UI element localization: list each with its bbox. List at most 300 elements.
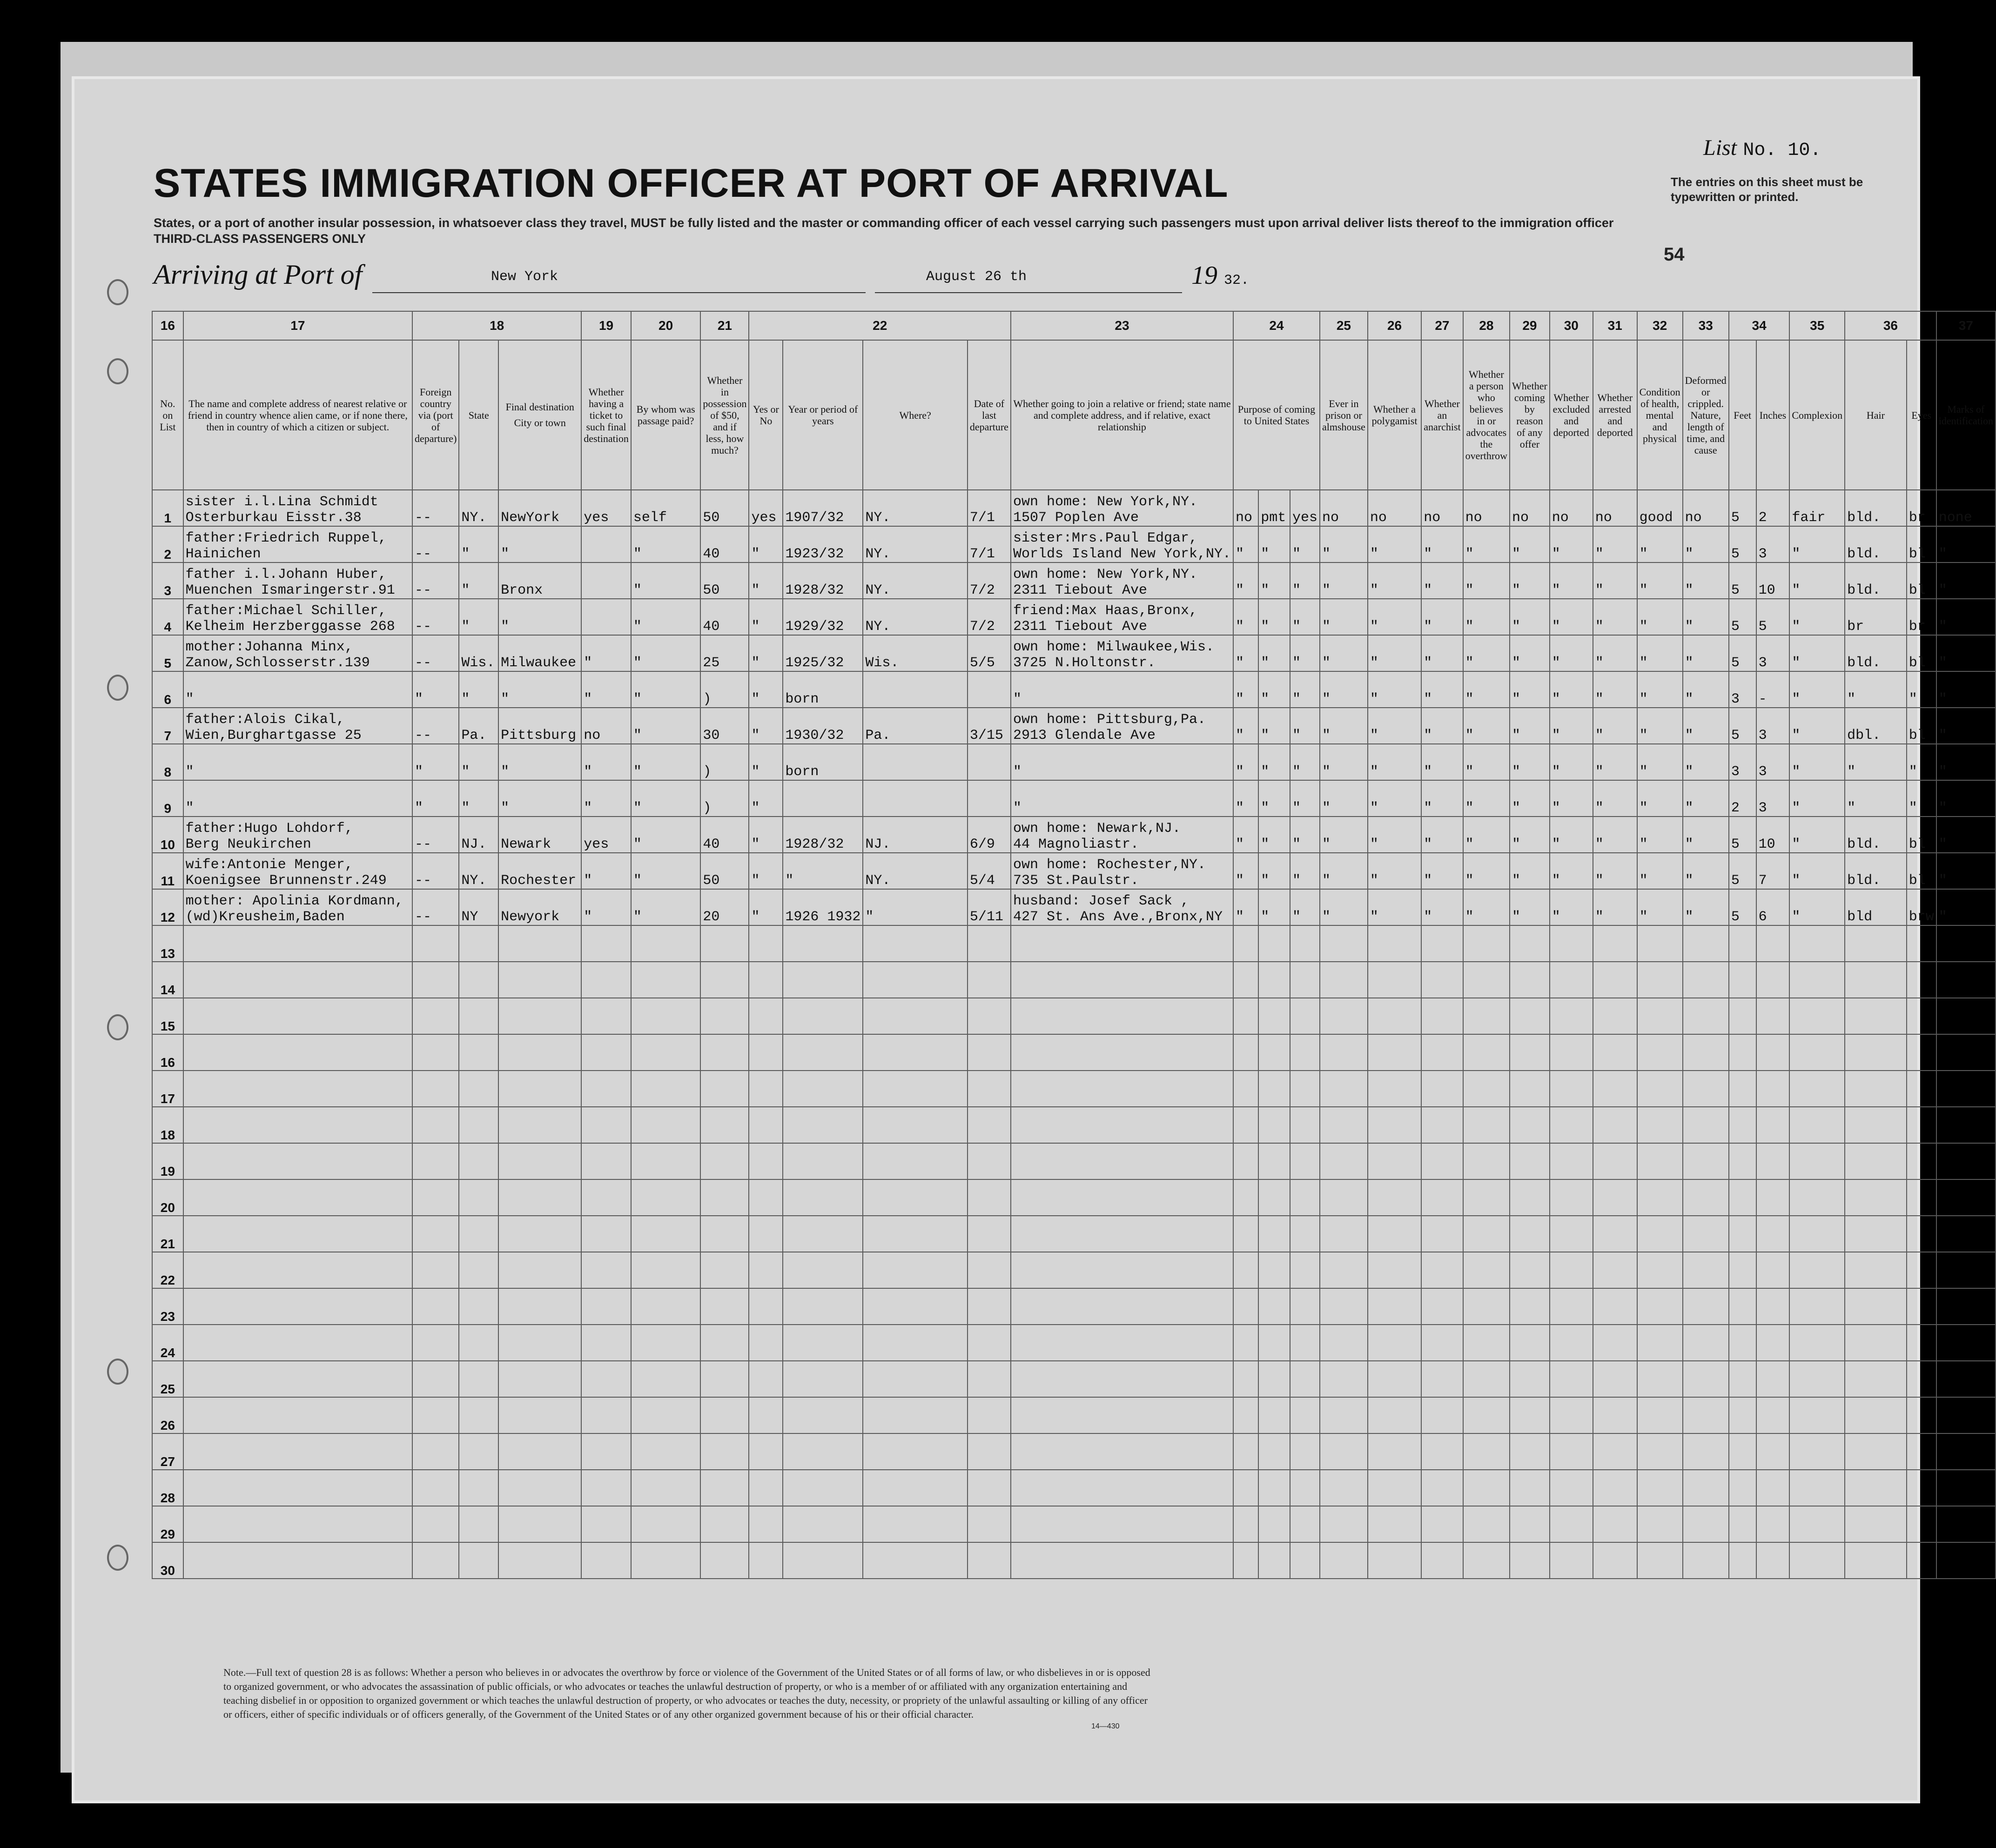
no-cell: 11	[152, 853, 183, 889]
empty-cell	[1729, 925, 1756, 962]
row-number: 29	[152, 1506, 183, 1542]
p1-cell: "	[1233, 526, 1258, 562]
empty-cell	[631, 925, 701, 962]
via-cell: --	[412, 853, 459, 889]
empty-cell	[1510, 1325, 1550, 1361]
empty-cell	[1683, 1107, 1729, 1143]
empty-cell	[1421, 1506, 1463, 1542]
empty-cell	[783, 1034, 863, 1071]
relative-cell: "	[183, 744, 412, 780]
empty-cell	[1510, 1470, 1550, 1506]
ticket-cell	[581, 599, 631, 635]
row-number: 24	[152, 1325, 183, 1361]
empty-cell	[459, 1325, 498, 1361]
yesno-cell: "	[749, 817, 783, 853]
empty-cell	[1683, 1470, 1729, 1506]
relative-cell: father:Alois Cikal, Wien,Burghartgasse 25	[183, 708, 412, 744]
manifest-table	[152, 311, 1996, 1579]
c31-cell: "	[1593, 671, 1637, 708]
yesno-cell: "	[749, 853, 783, 889]
deformed-cell: "	[1683, 708, 1729, 744]
empty-cell	[1789, 1542, 1845, 1579]
empty-cell	[1683, 925, 1729, 962]
empty-cell	[1290, 1433, 1320, 1470]
empty-cell	[1233, 1433, 1258, 1470]
empty-cell	[1593, 1325, 1637, 1361]
empty-cell	[968, 1107, 1011, 1143]
feet-cell: 5	[1729, 635, 1756, 671]
empty-cell	[1258, 1143, 1290, 1179]
no-cell: 9	[152, 780, 183, 817]
empty-cell	[1729, 1071, 1756, 1107]
empty-cell	[1258, 925, 1290, 962]
ticket-cell: "	[581, 744, 631, 780]
empty-cell	[1729, 1506, 1756, 1542]
empty-cell	[1550, 1179, 1593, 1216]
empty-cell	[1907, 1034, 1936, 1071]
feet-cell: 2	[1729, 780, 1756, 817]
empty-cell	[1907, 1361, 1936, 1397]
complexion-cell: "	[1789, 853, 1845, 889]
c31-cell: "	[1593, 817, 1637, 853]
empty-cell	[863, 1034, 968, 1071]
c27-cell: "	[1421, 780, 1463, 817]
empty-cell	[1421, 1361, 1463, 1397]
via-cell: --	[412, 635, 459, 671]
c30-cell: "	[1550, 671, 1593, 708]
empty-cell	[1233, 1288, 1258, 1325]
empty-cell	[863, 1143, 968, 1179]
city-cell: Newyork	[498, 889, 581, 925]
punch-hole	[107, 279, 128, 305]
empty-cell	[1290, 1143, 1320, 1179]
c31-cell: "	[1593, 526, 1637, 562]
empty-cell	[1011, 1143, 1233, 1179]
empty-cell	[749, 1034, 783, 1071]
empty-cell	[1011, 1325, 1233, 1361]
empty-cell	[1845, 1506, 1907, 1542]
empty-cell	[1683, 1034, 1729, 1071]
deformed-cell: "	[1683, 599, 1729, 635]
empty-cell	[631, 1034, 701, 1071]
c26-cell: "	[1368, 780, 1421, 817]
marks-cell: "	[1936, 635, 1996, 671]
empty-cell	[1683, 1216, 1729, 1252]
list-number: List No. 10.	[1703, 135, 1821, 161]
empty-cell	[498, 1034, 581, 1071]
empty-cell	[1550, 1034, 1593, 1071]
p3-cell: "	[1290, 526, 1320, 562]
empty-cell	[1320, 998, 1368, 1034]
empty-cell	[1233, 1361, 1258, 1397]
row-number: 25	[152, 1361, 183, 1397]
empty-cell	[1421, 1034, 1463, 1071]
empty-cell	[1233, 1216, 1258, 1252]
empty-cell	[1683, 1143, 1729, 1179]
c31-cell: "	[1593, 708, 1637, 744]
money-cell: 50	[700, 562, 749, 599]
empty-cell	[1936, 962, 1996, 998]
empty-cell	[1683, 1179, 1729, 1216]
empty-cell	[1233, 1252, 1258, 1288]
marks-cell: "	[1936, 780, 1996, 817]
p3-cell: "	[1290, 562, 1320, 599]
empty-cell	[1368, 1288, 1421, 1325]
empty-cell	[412, 1288, 459, 1325]
empty-cell	[749, 1433, 783, 1470]
marks-cell: "	[1936, 708, 1996, 744]
empty-cell	[1936, 1506, 1996, 1542]
via-cell: "	[412, 671, 459, 708]
blank-row	[152, 962, 1996, 998]
money-cell: 30	[700, 708, 749, 744]
empty-cell	[783, 925, 863, 962]
empty-cell	[183, 998, 412, 1034]
marks-cell: "	[1936, 599, 1996, 635]
via-cell: "	[412, 780, 459, 817]
state-cell: Wis.	[459, 635, 498, 671]
empty-cell	[581, 1179, 631, 1216]
p2-cell: pmt	[1258, 490, 1290, 526]
empty-cell	[968, 1216, 1011, 1252]
empty-cell	[1683, 962, 1729, 998]
c25-cell: "	[1320, 817, 1368, 853]
city-cell: Milwaukee	[498, 635, 581, 671]
feet-cell: 5	[1729, 708, 1756, 744]
empty-cell	[1290, 998, 1320, 1034]
empty-cell	[581, 962, 631, 998]
empty-cell	[1258, 1397, 1290, 1433]
punch-hole	[107, 675, 128, 701]
dep-cell	[968, 744, 1011, 780]
c31-cell: no	[1593, 490, 1637, 526]
empty-cell	[1011, 1433, 1233, 1470]
c31-cell: "	[1593, 599, 1637, 635]
p3-cell: "	[1290, 599, 1320, 635]
state-cell: "	[459, 780, 498, 817]
where-cell: NY.	[863, 562, 968, 599]
empty-cell	[581, 1506, 631, 1542]
empty-cell	[1368, 1179, 1421, 1216]
complexion-cell: "	[1789, 708, 1845, 744]
punch-hole	[107, 1545, 128, 1571]
empty-cell	[1368, 1143, 1421, 1179]
inches-cell: 3	[1756, 708, 1790, 744]
empty-cell	[412, 1470, 459, 1506]
c29-cell: "	[1510, 817, 1550, 853]
empty-cell	[1290, 1325, 1320, 1361]
empty-cell	[1320, 1179, 1368, 1216]
empty-cell	[1683, 1542, 1729, 1579]
empty-cell	[1729, 1107, 1756, 1143]
empty-cell	[1011, 998, 1233, 1034]
empty-cell	[1550, 998, 1593, 1034]
empty-cell	[459, 1361, 498, 1397]
money-cell: 25	[700, 635, 749, 671]
c25-cell: "	[1320, 635, 1368, 671]
empty-cell	[183, 1361, 412, 1397]
arrival-port: New York	[491, 269, 558, 285]
p3-cell: "	[1290, 780, 1320, 817]
empty-cell	[412, 1433, 459, 1470]
via-cell: --	[412, 526, 459, 562]
c28-cell: "	[1463, 526, 1510, 562]
empty-cell	[1683, 1252, 1729, 1288]
empty-cell	[412, 1325, 459, 1361]
empty-cell	[581, 1034, 631, 1071]
dep-cell: 5/4	[968, 853, 1011, 889]
complexion-cell: "	[1789, 526, 1845, 562]
p1-cell: "	[1233, 853, 1258, 889]
deformed-cell: no	[1683, 490, 1729, 526]
empty-cell	[1789, 1325, 1845, 1361]
empty-cell	[783, 1470, 863, 1506]
empty-cell	[1907, 1288, 1936, 1325]
no-cell: 5	[152, 635, 183, 671]
inches-cell: 6	[1756, 889, 1790, 925]
p3-cell: "	[1290, 889, 1320, 925]
empty-cell	[1683, 1506, 1729, 1542]
p2-cell: "	[1258, 526, 1290, 562]
p1-cell: "	[1233, 599, 1258, 635]
health-cell: good	[1637, 490, 1683, 526]
empty-cell	[1290, 1397, 1320, 1433]
c30-cell: "	[1550, 889, 1593, 925]
punch-hole	[107, 1014, 128, 1040]
empty-cell	[1463, 1034, 1510, 1071]
dep-cell	[968, 780, 1011, 817]
row-number: 22	[152, 1252, 183, 1288]
dep-cell: 3/15	[968, 708, 1011, 744]
where-cell	[863, 671, 968, 708]
empty-cell	[1320, 1143, 1368, 1179]
empty-cell	[1463, 1143, 1510, 1179]
deformed-cell: "	[1683, 635, 1729, 671]
empty-cell	[1789, 1143, 1845, 1179]
empty-cell	[1421, 1288, 1463, 1325]
empty-cell	[1936, 1542, 1996, 1579]
health-cell: "	[1637, 635, 1683, 671]
empty-cell	[412, 925, 459, 962]
joining-cell: "	[1011, 671, 1233, 708]
empty-cell	[1258, 1361, 1290, 1397]
empty-cell	[412, 1071, 459, 1107]
empty-cell	[631, 1143, 701, 1179]
empty-cell	[183, 1179, 412, 1216]
empty-cell	[1463, 1506, 1510, 1542]
empty-cell	[1907, 1470, 1936, 1506]
joining-cell: friend:Max Haas,Bronx, 2311 Tiebout Ave	[1011, 599, 1233, 635]
blank-row	[152, 1506, 1996, 1542]
empty-cell	[1845, 1071, 1907, 1107]
empty-cell	[749, 1397, 783, 1433]
empty-cell	[1550, 1143, 1593, 1179]
money-cell: 50	[700, 490, 749, 526]
no-cell: 1	[152, 490, 183, 526]
dep-cell: 6/9	[968, 817, 1011, 853]
blank-row	[152, 1361, 1996, 1397]
joining-cell: "	[1011, 744, 1233, 780]
empty-cell	[700, 962, 749, 998]
empty-cell	[1683, 1288, 1729, 1325]
where-cell	[863, 744, 968, 780]
empty-cell	[1233, 1071, 1258, 1107]
empty-cell	[1368, 1397, 1421, 1433]
empty-cell	[1463, 1397, 1510, 1433]
empty-cell	[581, 1542, 631, 1579]
c27-cell: "	[1421, 599, 1463, 635]
c28-cell: "	[1463, 853, 1510, 889]
empty-cell	[1258, 962, 1290, 998]
form-number: 14—430	[1091, 1722, 1120, 1730]
empty-cell	[1550, 1107, 1593, 1143]
empty-cell	[1550, 1325, 1593, 1361]
empty-cell	[1258, 1470, 1290, 1506]
p2-cell: "	[1258, 744, 1290, 780]
empty-cell	[968, 1034, 1011, 1071]
empty-cell	[1637, 1397, 1683, 1433]
eyes-cell: "	[1907, 780, 1936, 817]
empty-cell	[1637, 1361, 1683, 1397]
empty-cell	[1936, 925, 1996, 962]
empty-cell	[1550, 1216, 1593, 1252]
empty-cell	[1907, 1143, 1936, 1179]
c25-cell: "	[1320, 780, 1368, 817]
feet-cell: 5	[1729, 562, 1756, 599]
c25-cell: "	[1320, 599, 1368, 635]
deformed-cell: "	[1683, 780, 1729, 817]
feet-cell: 5	[1729, 526, 1756, 562]
dep-cell: 5/11	[968, 889, 1011, 925]
no-cell: 4	[152, 599, 183, 635]
empty-cell	[1789, 1397, 1845, 1433]
empty-cell	[1789, 1361, 1845, 1397]
row-number: 21	[152, 1216, 183, 1252]
c25-cell: "	[1320, 562, 1368, 599]
money-cell: )	[700, 671, 749, 708]
empty-cell	[1789, 1288, 1845, 1325]
empty-cell	[863, 1216, 968, 1252]
c29-cell: "	[1510, 635, 1550, 671]
empty-cell	[749, 1071, 783, 1107]
deformed-cell: "	[1683, 671, 1729, 708]
empty-cell	[1729, 998, 1756, 1034]
empty-cell	[1258, 1288, 1290, 1325]
c30-cell: "	[1550, 635, 1593, 671]
blank-row	[152, 925, 1996, 962]
empty-cell	[1907, 1107, 1936, 1143]
table-row	[152, 562, 1996, 599]
empty-cell	[581, 1433, 631, 1470]
marks-cell: "	[1936, 853, 1996, 889]
c26-cell: "	[1368, 526, 1421, 562]
empty-cell	[863, 1361, 968, 1397]
empty-cell	[1637, 1433, 1683, 1470]
c25-cell: "	[1320, 744, 1368, 780]
empty-cell	[581, 1288, 631, 1325]
empty-cell	[498, 1107, 581, 1143]
empty-cell	[968, 1252, 1011, 1288]
no-cell: 10	[152, 817, 183, 853]
empty-cell	[1936, 1397, 1996, 1433]
empty-cell	[1320, 1034, 1368, 1071]
table-row	[152, 599, 1996, 635]
empty-cell	[1637, 1325, 1683, 1361]
paid-cell: "	[631, 599, 701, 635]
empty-cell	[749, 1361, 783, 1397]
empty-cell	[498, 1179, 581, 1216]
empty-cell	[700, 1325, 749, 1361]
empty-cell	[459, 1470, 498, 1506]
where-cell: Pa.	[863, 708, 968, 744]
empty-cell	[581, 998, 631, 1034]
state-cell: NJ.	[459, 817, 498, 853]
empty-cell	[631, 1107, 701, 1143]
c29-cell: "	[1510, 708, 1550, 744]
empty-cell	[1233, 1542, 1258, 1579]
empty-cell	[581, 1216, 631, 1252]
empty-cell	[1936, 1361, 1996, 1397]
empty-cell	[183, 1034, 412, 1071]
empty-cell	[1011, 1252, 1233, 1288]
yesno-cell: "	[749, 599, 783, 635]
relative-cell: sister i.l.Lina Schmidt Osterburkau Eisstr.38	[183, 490, 412, 526]
c26-cell: "	[1368, 744, 1421, 780]
empty-cell	[1510, 1107, 1550, 1143]
empty-cell	[183, 1433, 412, 1470]
empty-cell	[631, 1361, 701, 1397]
empty-cell	[1510, 1397, 1550, 1433]
empty-cell	[1233, 1506, 1258, 1542]
money-cell: )	[700, 780, 749, 817]
empty-cell	[700, 1506, 749, 1542]
hair-cell: "	[1845, 671, 1907, 708]
empty-cell	[1258, 1216, 1290, 1252]
c28-cell: "	[1463, 708, 1510, 744]
empty-cell	[581, 1252, 631, 1288]
empty-cell	[498, 1071, 581, 1107]
empty-cell	[631, 998, 701, 1034]
empty-cell	[1290, 1361, 1320, 1397]
empty-cell	[1729, 1325, 1756, 1361]
empty-cell	[498, 1470, 581, 1506]
paid-cell: "	[631, 635, 701, 671]
dep-cell: 7/1	[968, 526, 1011, 562]
empty-cell	[1463, 1470, 1510, 1506]
c26-cell: "	[1368, 562, 1421, 599]
empty-cell	[1756, 1361, 1790, 1397]
yesno-cell: "	[749, 671, 783, 708]
years-cell	[783, 780, 863, 817]
empty-cell	[783, 1071, 863, 1107]
inches-cell: -	[1756, 671, 1790, 708]
p3-cell: "	[1290, 635, 1320, 671]
empty-cell	[783, 1325, 863, 1361]
feet-cell: 5	[1729, 889, 1756, 925]
empty-cell	[581, 1107, 631, 1143]
empty-cell	[968, 1325, 1011, 1361]
empty-cell	[863, 1179, 968, 1216]
empty-cell	[1510, 998, 1550, 1034]
empty-cell	[459, 1542, 498, 1579]
empty-cell	[1233, 1107, 1258, 1143]
health-cell: "	[1637, 889, 1683, 925]
empty-cell	[412, 1179, 459, 1216]
empty-cell	[749, 1542, 783, 1579]
via-cell: --	[412, 889, 459, 925]
joining-cell: husband: Josef Sack , 427 St. Ans Ave.,Bronx,NY	[1011, 889, 1233, 925]
empty-cell	[1683, 998, 1729, 1034]
